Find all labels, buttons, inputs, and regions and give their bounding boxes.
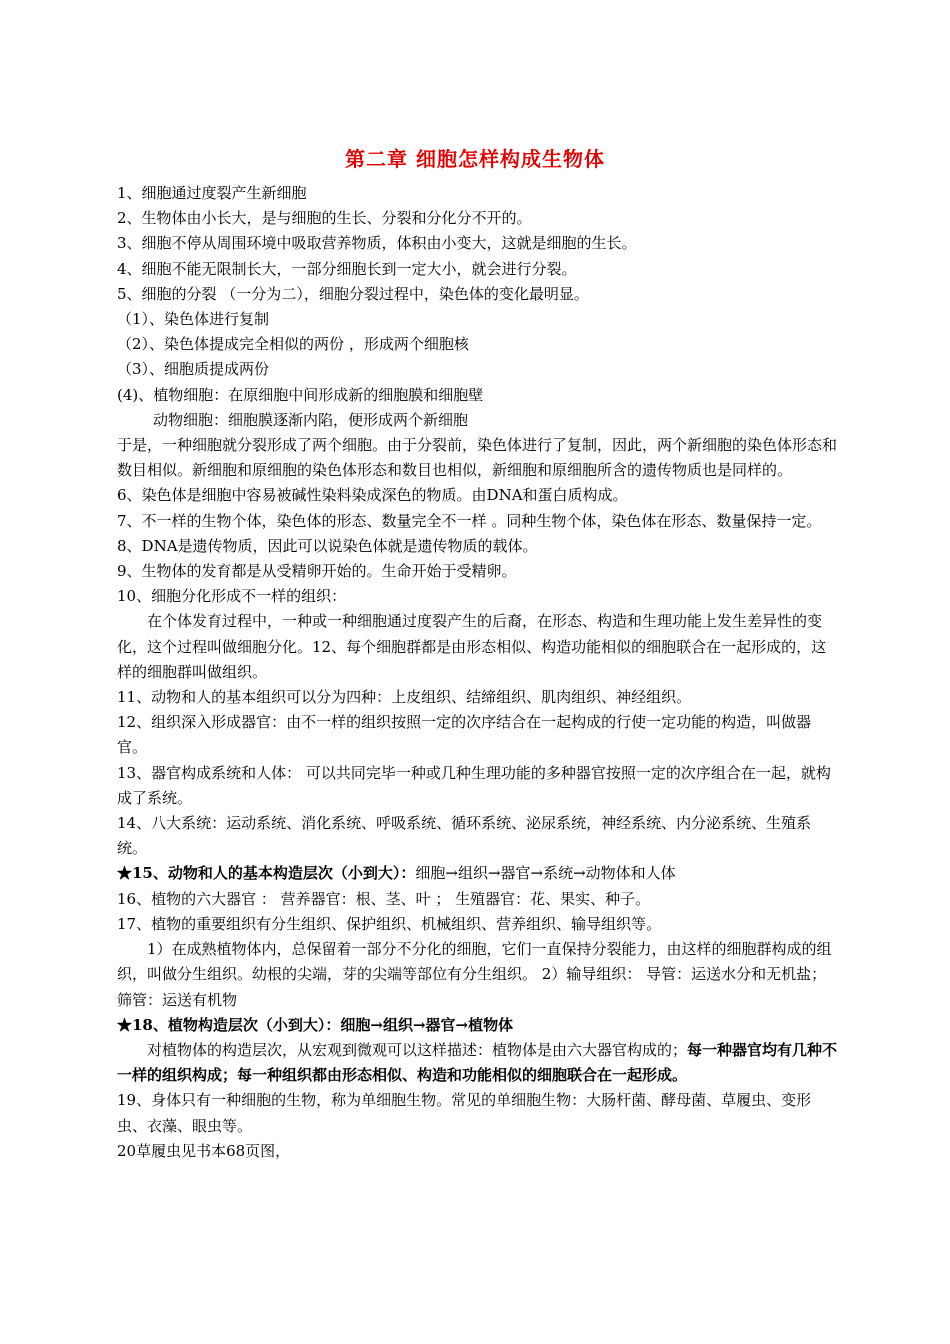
list-item-text: 细胞→组织→器官→系统→动物体和人体 bbox=[415, 864, 676, 883]
list-item: 9、生物体的发育都是从受精卵开始的。生命开始于受精卵。 bbox=[117, 562, 517, 581]
list-item: 16、植物的六大器官 ： 营养器官：根、茎、叶 ； 生殖器官：花、果实、种子。 bbox=[117, 889, 651, 908]
list-item bbox=[117, 861, 839, 886]
list-item: 4、细胞不能无限制长大，一部分细胞长到一定大小，就会进行分裂。 bbox=[117, 259, 577, 278]
list-item: （2）、染色体提成完全相似的两份 ，形成两个细胞核 bbox=[117, 335, 469, 354]
paragraph: 1）在成熟植物体内，总保留着一部分不分化的细胞，它们一直保持分裂能力，由这样的细胞群构成的组织，叫做分生组织。幼根的尖端，芽的尖端等部位有分生组织。 2）输导组织： 导管：运送水分和无机盐； 筛管：运送有机物 bbox=[117, 940, 832, 1009]
paragraph bbox=[117, 1038, 839, 1088]
list-item: 动物细胞：细胞膜逐渐内陷，便形成两个新细胞 bbox=[153, 410, 469, 429]
list-item: 14、八大系统：运动系统、消化系统、呼吸系统、循环系统、泌尿系统，神经系统、内分泌系统、生殖系统。 bbox=[117, 814, 812, 858]
list-item: 20草履虫见书本68页图， bbox=[117, 1141, 291, 1160]
list-item: 7、不一样的生物个体，染色体的形态、数量完全不一样 。同种生物个体，染色体在形态、数量保持一定。 bbox=[117, 511, 822, 530]
paragraph: 于是，一种细胞就分裂形成了两个细胞。由于分裂前，染色体进行了复制，因此，两个新细胞的染色体形态和数目相似。新细胞和原细胞的染色体形态和数目也相似，新细胞和原细胞所含的遗传物质也是同样的。 bbox=[117, 436, 838, 480]
list-item: 5、细胞的分裂 （一分为二），细胞分裂过程中，染色体的变化最明显。 bbox=[117, 284, 589, 303]
list-item: 8、DNA是遗传物质，因此可以说染色体就是遗传物质的载体。 bbox=[117, 536, 538, 555]
list-item: （3）、细胞质提成两份 bbox=[117, 360, 270, 379]
list-item: 19、身体只有一种细胞的生物，称为单细胞生物。常见的单细胞生物：大肠杆菌、酵母菌、草履虫、变形虫、衣藻、眼虫等。 bbox=[117, 1091, 812, 1135]
list-item: 11、动物和人的基本组织可以分为四种：上皮组织、结缔组织、肌肉组织、神经组织。 bbox=[117, 688, 692, 707]
list-item: 6、染色体是细胞中容易被碱性染料染成深色的物质。由DNA和蛋白质构成。 bbox=[117, 486, 628, 505]
list-item: （1）、染色体进行复制 bbox=[117, 310, 270, 329]
list-item: 17、植物的重要组织有分生组织、保护组织、机械组织、营养组织、输导组织等。 bbox=[117, 914, 662, 933]
list-item: (4)、植物细胞：在原细胞中间形成新的细胞膜和细胞壁 bbox=[117, 385, 484, 404]
paragraph-text: 对植物体的构造层次，从宏观到微观可以这样描述：植物体是由六大器官构成的； bbox=[147, 1040, 688, 1059]
bold-text: 每一种器官均有几种不一样的组织构成；每一种组织都由形态相似、构造和功能相似的细胞联合在一起形成。 bbox=[117, 1040, 838, 1085]
list-item: 10、细胞分化形成不一样的组织： bbox=[117, 587, 347, 606]
list-item: 13、器官构成系统和人体： 可以共同完毕一种或几种生理功能的多种器官按照一定的次序组合在一起，就构成了系统。 bbox=[117, 763, 831, 807]
paragraph: 在个体发育过程中，一种或一种细胞通过度裂产生的后裔，在形态、构造和生理功能上发生差异性的变化，这个过程叫做细胞分化。12、每个细胞群都是由形态相似、构造功能相似的细胞联合在一起形成的，这样的细胞群叫做组织。 bbox=[117, 612, 827, 681]
bold-label: ★15、动物和人的基本构造层次（小到大）： bbox=[117, 864, 416, 883]
page-title: 第二章 细胞怎样构成生物体 bbox=[345, 147, 605, 171]
document-body bbox=[117, 181, 839, 1164]
list-item: 1、细胞通过度裂产生新细胞 bbox=[117, 184, 307, 202]
list-item: 2、生物体由小长大，是与细胞的生长、分裂和分化分不开的。 bbox=[117, 209, 532, 228]
list-item: ★18、植物构造层次（小到大）：细胞→组织→器官→植物体 bbox=[117, 1015, 514, 1034]
list-item: 3、细胞不停从周围环境中吸取营养物质，体积由小变大，这就是细胞的生长。 bbox=[117, 234, 637, 253]
list-item: 12、组织深入形成器官：由不一样的组织按照一定的次序结合在一起构成的行使一定功能的构造，叫做器官。 bbox=[117, 713, 812, 757]
